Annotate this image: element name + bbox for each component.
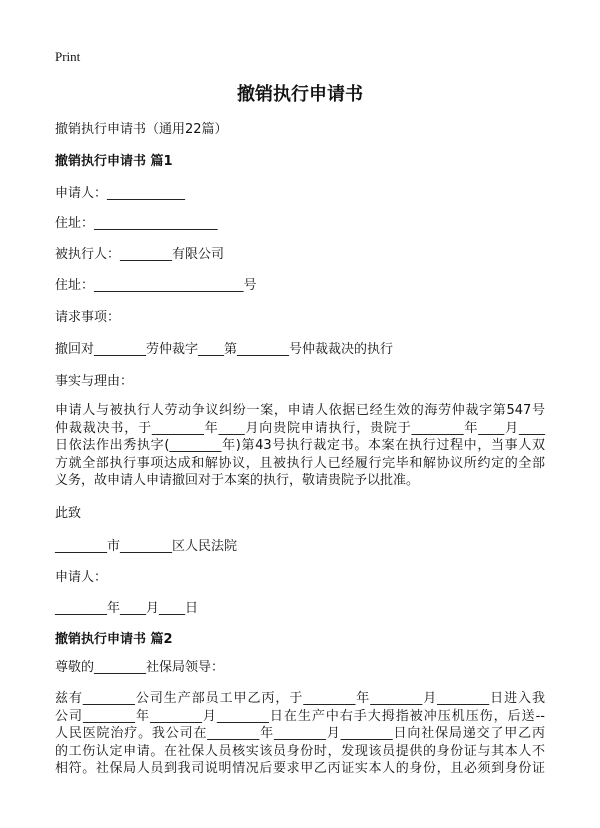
paragraph-line: 相符。社保局人员到我司说明情况后要求甲乙丙证实本人的身份，且必须到身份证: [55, 761, 545, 777]
facts-label: 事实与理由：: [55, 374, 134, 389]
address-line-2: 住址：_______________________号: [55, 278, 257, 293]
facts-paragraph: [55, 402, 545, 490]
closing: 此致: [55, 506, 82, 521]
respondent-line: 被执行人：________有限公司: [55, 247, 225, 262]
court-line: ________市________区人民法院: [55, 539, 238, 554]
request-text: 撤回对________劳仲裁字____第________号仲裁裁决的执行: [55, 342, 394, 357]
section2-paragraph: [55, 690, 545, 778]
document-subtitle: 撤销执行申请书（通用22篇）: [55, 122, 228, 137]
paragraph-line: 申请人与被执行人劳动争议纠纷一案，申请人依据已经生效的海劳仲裁字第547号: [55, 403, 545, 418]
paragraph-line: 兹有________公司生产部员工甲乙丙，于________年________月________日进入我: [55, 691, 545, 706]
paragraph-line: 公司________年________月________日在生产中右手大拇指被冲压机压伤，后送--: [55, 708, 545, 724]
paragraph-line: 人民医院治疗。我公司在________年________月________日向社保局递交了甲乙丙: [55, 726, 545, 742]
applicant-sign: 申请人：: [55, 570, 108, 585]
section2-heading: 撤销执行申请书 篇2: [55, 632, 173, 647]
print-link[interactable]: Print: [55, 49, 81, 64]
document-title: 撤销执行申请书: [237, 84, 363, 105]
applicant-line: 申请人：____________: [55, 186, 186, 201]
date-line: ________年____月____日: [55, 601, 199, 616]
paragraph-line: 方就全部执行事项达成和解协议，且被执行人已经履行完毕和解协议所约定的全部: [55, 455, 545, 471]
paragraph-line: 仲裁裁决书，于________年____月向贵院申请执行，贵院于________年____月____: [55, 420, 545, 436]
address-line-1: 住址：___________________: [55, 216, 218, 231]
paragraph-line: 的工伤认定申请。在社保人员核实该员身份时，发现该员提供的身份证与其本人不: [55, 743, 545, 759]
request-label: 请求事项：: [55, 310, 121, 325]
paragraph-line: 日依法作出秀执字(________年)第43号执行裁定书。本案在执行过程中，当事人双: [55, 438, 545, 454]
section1-heading: 撤销执行申请书 篇1: [55, 154, 173, 169]
salutation: 尊敬的________社保局领导：: [55, 660, 225, 675]
paragraph-line: 义务，故申请人申请撤回对于本案的执行，敬请贵院予以批准。: [55, 473, 420, 489]
